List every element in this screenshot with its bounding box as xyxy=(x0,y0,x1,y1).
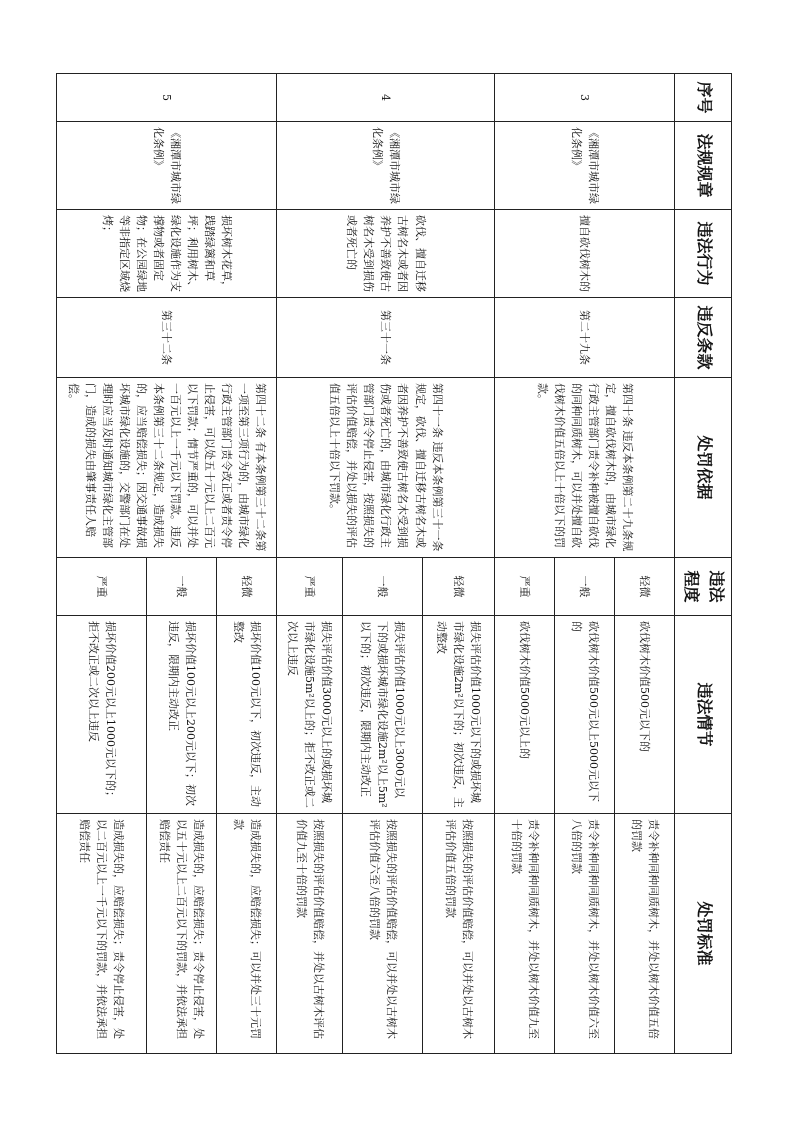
standard-cell: 责令补种同种同质树木，并处以树木价值六至八倍的罚款 xyxy=(555,814,615,1054)
act-cell: 损坏树木花草，践踏绿篱和草坪；利用树木、绿化设施作为支撑物或者固定物；在公园绿地等非指定区域烧烤； xyxy=(57,210,277,298)
circumstance-cell: 损坏价值200元以上1000元以下的；拒不改正或二次以上违反 xyxy=(57,616,147,814)
circumstance-cell: 砍伐树木价值500元以上5000元以下的 xyxy=(555,616,615,814)
standard-cell: 按照损失的评估价值赔偿，可以并处以古树木评估价值五倍的罚款 xyxy=(423,814,495,1054)
header-seq: 序号 xyxy=(675,74,732,122)
header-article: 违反条款 xyxy=(675,298,732,378)
degree-cell: 一般 xyxy=(343,558,423,616)
standard-cell: 责令补种同种同质树木，并处以树木价值五倍的罚款 xyxy=(615,814,675,1054)
table-row xyxy=(615,74,675,1054)
degree-cell: 一般 xyxy=(147,558,217,616)
standard-cell: 造成损失的，应赔偿损失；可以并处三十元罚款 xyxy=(217,814,277,1054)
law-cell: 《湘潭市城市绿化条例》 xyxy=(57,122,277,210)
law-cell: 《湘潭市城市绿化条例》 xyxy=(277,122,495,210)
basis-cell: 第四十一条 违反本条例第三十一条规定，砍伐、擅自迁移古树名木或者因养护不善致使古树名木受到损伤或者死亡的，由城市绿化行政主管部门责令停止侵害，按照损失的评估价值赔偿，并处以损失的评估值五倍以上十倍以下罚款。 xyxy=(277,378,495,558)
header-basis: 处罚依据 xyxy=(675,378,732,558)
circumstance-cell: 砍伐树木价值5000元以上的 xyxy=(495,616,555,814)
circumstance-cell: 损失评估价值1000元以上3000元以下的或损坏城市绿化设施2m²以上5m²以下的；初次违反，限期内主动改正 xyxy=(343,616,423,814)
table-row xyxy=(217,74,277,1054)
circumstance-cell: 砍伐树木价值500元以下的 xyxy=(615,616,675,814)
degree-cell: 一般 xyxy=(555,558,615,616)
header-standard: 处罚标准 xyxy=(675,814,732,1054)
seq-cell: 3 xyxy=(495,74,675,122)
standard-cell: 按照损失的评估价值赔偿，并处以古树木评估价值九至十倍的罚款 xyxy=(277,814,343,1054)
degree-cell: 严重 xyxy=(495,558,555,616)
act-cell: 擅自砍伐树木的 xyxy=(495,210,675,298)
penalty-table xyxy=(56,73,732,1054)
header-row xyxy=(675,74,732,1054)
circumstance-cell: 损坏价值100元以下，初次违反，主动整改 xyxy=(217,616,277,814)
basis-cell: 第四十条 违反本条例第二十九条规定，擅自砍伐树木的，由城市绿化行政主管部门责令补种被擅自砍伐的同种同质树木，可以并处擅自砍伐树木价值五倍以上十倍以下的罚款。 xyxy=(495,378,675,558)
degree-cell: 轻微 xyxy=(217,558,277,616)
header-act: 违法行为 xyxy=(675,210,732,298)
header-circumstance: 违法情节 xyxy=(675,616,732,814)
circumstance-cell: 损坏价值100元以上200元以下；初次违反，限期内主动改正 xyxy=(147,616,217,814)
article-cell: 第三十二条 xyxy=(57,298,277,378)
article-cell: 第三十一条 xyxy=(277,298,495,378)
seq-cell: 5 xyxy=(57,74,277,122)
basis-cell: 第四十二条 有本条例第三十二条第一项至第三项行为的，由城市绿化行政主管部门责令改正或者责令停止侵害，可以处五十元以上二百元以下罚款；情节严重的，可以并处一百元以上一千元以下罚款。违反本条例第三十二条规定，造成损失的，应当赔偿损失；因交通事故损坏城市绿化设施的，交警部门在处理时应当及时通知城市绿化主管部门，造成的损失由肇事责任人赔偿。 xyxy=(57,378,277,558)
header-law: 法规规章 xyxy=(675,122,732,210)
circumstance-cell: 损失评估价值3000元以上的或损坏城市绿化设施5m²以上的；拒不改正或二次以上违反 xyxy=(277,616,343,814)
standard-cell: 按照损失的评估价值赔偿，可以并处以古树木评估价值六至八倍的罚款 xyxy=(343,814,423,1054)
degree-cell: 严重 xyxy=(57,558,147,616)
degree-cell: 严重 xyxy=(277,558,343,616)
standard-cell: 责令补种同种同质树木，并处以树木价值九至十倍的罚款 xyxy=(495,814,555,1054)
seq-cell: 4 xyxy=(277,74,495,122)
header-degree: 违法程度 xyxy=(675,558,732,616)
circumstance-cell: 损失评估价值1000元以下的或损坏城市绿化设施2m²以下的；初次违反，主动整改 xyxy=(423,616,495,814)
table-row xyxy=(423,74,495,1054)
standard-cell: 造成损失的，应赔偿损失；责令停止侵害，处以五十元以上二百元以下的罚款，并依法承担赔偿责任 xyxy=(147,814,217,1054)
rotated-page xyxy=(64,73,732,1053)
law-cell: 《湘潭市城市绿化条例》 xyxy=(495,122,675,210)
degree-cell: 轻微 xyxy=(615,558,675,616)
standard-cell: 造成损失的，应赔偿损失；责令停止侵害，处以二百元以上一千元以下的罚款，并依法承担赔偿责任 xyxy=(57,814,147,1054)
act-cell: 砍伐、擅自迁移古树名木或者因养护不善致使古树名木受到损伤或者死亡的 xyxy=(277,210,495,298)
article-cell: 第二十九条 xyxy=(495,298,675,378)
degree-cell: 轻微 xyxy=(423,558,495,616)
